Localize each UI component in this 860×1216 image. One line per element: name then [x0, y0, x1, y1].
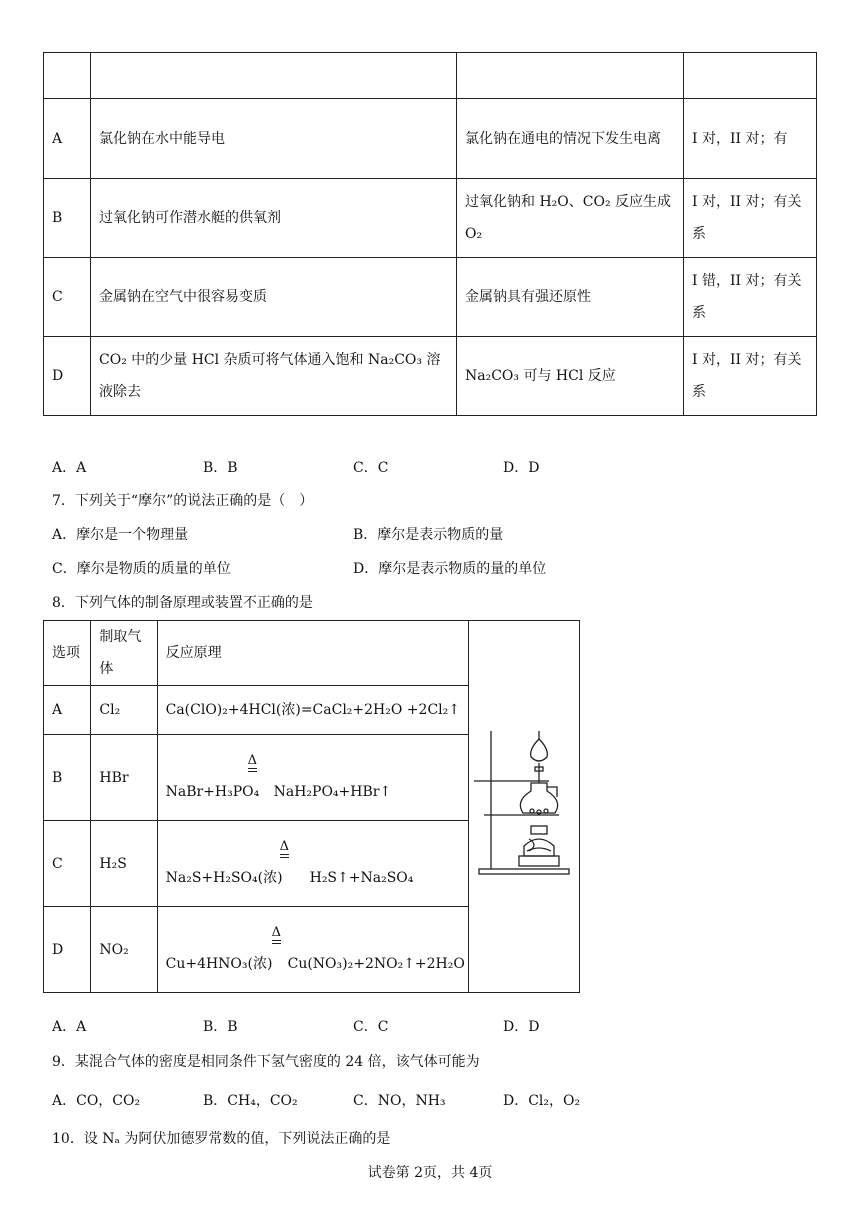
table-row: [44, 337, 817, 416]
judgement: I 对，II 对；有关系: [684, 337, 817, 416]
gas-cell: HBr: [91, 735, 157, 821]
q9-option-a: A．CO，CO₂: [52, 1093, 141, 1109]
heat-condition: Δ: [279, 838, 289, 854]
reactants: NaBr+H₃PO₄: [165, 783, 260, 800]
q7-option-d: D．摩尔是表示物质的量的单位: [353, 561, 547, 577]
gas-cell: H₂S: [91, 821, 157, 907]
statement-one: CO₂ 中的少量 HCl 杂质可将气体通入饱和 Na₂CO₃ 溶液除去: [91, 337, 457, 416]
q9-option-b: B．CH₄，CO₂: [203, 1093, 298, 1109]
table-header-row: [44, 621, 580, 686]
header-option: 选项: [44, 621, 91, 686]
apparatus-cell: [469, 621, 580, 993]
reaction-cell: [157, 907, 468, 993]
reaction-cell: [157, 821, 468, 907]
q9-option-c: C．NO，NH₃: [353, 1093, 446, 1109]
reactants: Cu+4HNO₃(浓): [165, 955, 273, 972]
row-label: A: [44, 99, 91, 179]
statement-two: Na₂CO₃ 可与 HCl 反应: [457, 337, 684, 416]
page-footer: 试卷第 2页，共 4页: [367, 1165, 493, 1181]
reaction-cell: Ca(ClO)₂+4HCl(浓)=CaCl₂+2H₂O +2Cl₂↑: [157, 686, 468, 735]
q7-option-c: C．摩尔是物质的质量的单位: [52, 561, 231, 577]
statement-one: 氯化钠在水中能导电: [91, 99, 457, 179]
judgement: I 错，II 对；有关系: [684, 258, 817, 337]
table-row: [44, 258, 817, 337]
gas-cell: Cl₂: [91, 686, 157, 735]
statement-two: 金属钠具有强还原性: [457, 258, 684, 337]
q6-option-a: A．A: [52, 460, 87, 476]
q7-option-a: A．摩尔是一个物理量: [52, 527, 189, 543]
statement-one: 过氧化钠可作潜水艇的供氧剂: [91, 179, 457, 258]
q10-stem: 10．设 Nₐ 为阿伏加德罗常数的值，下列说法正确的是: [52, 1131, 391, 1147]
row-label: D: [44, 907, 91, 993]
reaction-cell: [157, 735, 468, 821]
table-row: [44, 179, 817, 258]
q8-stem: 8．下列气体的制备原理或装置不正确的是: [52, 595, 313, 611]
judgement: I 对，II 对；有: [684, 99, 817, 179]
row-label: B: [44, 735, 91, 821]
row-label: C: [44, 821, 91, 907]
q6-option-c: C．C: [353, 460, 389, 476]
q6-option-b: B．B: [203, 460, 238, 476]
q7-stem: 7．下列关于“摩尔”的说法正确的是（ ）: [52, 493, 314, 509]
reactants: Na₂S+H₂SO₄(浓): [165, 869, 283, 886]
comparison-table: [43, 52, 817, 416]
q8-option-a: A．A: [52, 1019, 87, 1035]
q9-stem: 9．某混合气体的密度是相同条件下氢气密度的 24 倍，该气体可能为: [52, 1054, 480, 1070]
apparatus-icon: [469, 721, 579, 881]
table-header-row: [44, 53, 817, 99]
gas-preparation-table: [43, 620, 580, 993]
header-reaction: 反应原理: [157, 621, 468, 686]
heat-condition: Δ: [271, 924, 281, 940]
table-row: [44, 99, 817, 179]
header-gas: 制取气体: [91, 621, 157, 686]
row-label: B: [44, 179, 91, 258]
heat-condition: Δ: [247, 752, 257, 768]
judgement: I 对，II 对；有关系: [684, 179, 817, 258]
q8-option-b: B．B: [203, 1019, 238, 1035]
q8-option-c: C．C: [353, 1019, 389, 1035]
q8-option-d: D．D: [503, 1019, 540, 1035]
products: H₂S↑+Na₂SO₄: [309, 869, 414, 886]
row-label: C: [44, 258, 91, 337]
products: Cu(NO₃)₂+2NO₂↑+2H₂O: [287, 955, 465, 972]
q6-option-d: D．D: [503, 460, 540, 476]
statement-one: 金属钠在空气中很容易变质: [91, 258, 457, 337]
statement-two: 过氧化钠和 H₂O、CO₂ 反应生成 O₂: [457, 179, 684, 258]
row-label: A: [44, 686, 91, 735]
gas-cell: NO₂: [91, 907, 157, 993]
q9-option-d: D．Cl₂，O₂: [503, 1093, 581, 1109]
q7-option-b: B．摩尔是表示物质的量: [353, 527, 504, 543]
row-label: D: [44, 337, 91, 416]
statement-two: 氯化钠在通电的情况下发生电离: [457, 99, 684, 179]
products: NaH₂PO₄+HBr↑: [273, 783, 392, 800]
